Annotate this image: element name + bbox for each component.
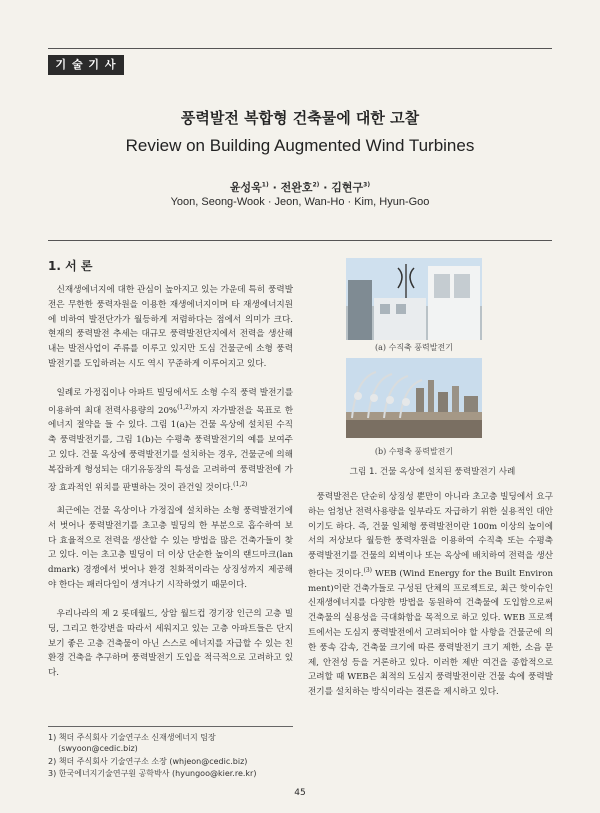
paragraph-text: 일례로 가정집이나 아파트 빌딩에서도 소형 수직 풍력 발전기를 이용하여 최대 전력사용량의 20% [48,388,293,416]
title-english: Review on Building Augmented Wind Turbines [125,136,475,155]
footnote: 1) 책더 주식회사 기술연구소 신재생에너지 팀장 [48,733,216,742]
author-mark: 1) [261,181,269,189]
author-mark: 3) [363,181,371,189]
paragraph: 최근에는 건물 옥상이나 가정집에 설치하는 소형 풍력발전기에서 벗어나 풍력발전기를 초고층 빌딩의 한 부분으로 흡수하여 보다 효율적으로 전력을 생산할 수 있는 방법을 많은 건축가들이 찾고 있다. 이는 초고층 빌딩이 더 이상 단순한 높이의 랜드마크(landmark) 경쟁에서 벗어나 환경 친화적이라는 상징성까지 제공해야 한다는 패러다임이 생겨나기 시작하였기 때문이다. [48,506,293,590]
photo-vertical-axis-turbine [346,258,482,340]
citation-mark: (1,2) [233,480,248,488]
author-name: 김현구 [331,181,364,194]
authors-korean [0,179,600,195]
title-korean: 풍력발전 복합형 건축물에 대한 고찰 [180,109,420,127]
footnote-rule [48,726,293,727]
author-name: 윤성욱 [229,181,262,194]
figure-caption: 그림 1. 건물 옥상에 설치된 풍력발전기 사례 [349,467,516,477]
footnote: (swyoon@cedic.biz) [48,744,138,753]
author-separator: · [323,181,328,194]
paragraph-text: 풍력발전은 단순히 상징성 뿐만이 아니라 초고층 빌딩에서 요구하는 엄청난 전력사용량을 일부라도 자급하기 위한 실용적인 대안이기도 하다. 즉, 건물 일체형 풍력발전이란 100m 이상의 높이에서의 저상보다 월등한 풍력자원을 이용하여 수직축 또는 수평축 풍력발전기를 건물의 외벽이나 또는 옥상에 배치하여 전력을 생산한다는 것이다. [308,492,553,579]
paragraph: 우리나라의 제 2 롯데월드, 상암 월드컵 경기장 인근의 고층 빌딩, 그리고 한강변을 따라서 세워지고 있는 고층 아파트들은 단지 보기 좋은 고층 건축물이 아닌 스스로 에너지를 자급할 수 있는 친환경 건축을 추구하며 풍력발전기 도입을 적극적으로 고려하고 있다. [48,609,293,679]
section-heading: 1. 서 론 [48,259,93,273]
page-number: 45 [294,788,306,798]
figure-a-caption: (a) 수직축 풍력발전기 [375,343,453,352]
top-rule [48,48,552,49]
authors-english: Yoon, Seong-Wook · Jeon, Wan-Ho · Kim, Hyun-Goo [170,196,430,208]
paragraph-text: 까지 자가발전을 목표로 한 에너지 절약을 들 수 있다. 그림 1(a)는 건물 옥상에 설치된 수직축 풍력발전기를, 그림 1(b)는 수평축 풍력발전기의 예를 보여주고 있다. 건물 옥상에 풍력발전기를 설치하는 경우, 건물군에 의해 복잡하게 형성되는 대기유동장의 특성을 고려하여 풍력발전에 가장 효과적인 위치를 판별하는 것이 관건일 것이다. [48,405,294,493]
paragraph [308,490,553,700]
paragraph: 신재생에너지에 대한 관심이 높아지고 있는 가운데 특히 풍력발전은 무한한 풍력자원을 이용한 재생에너지이며 타 재생에너지원에 비하여 발전단가가 월등하게 저렴하다는 점에서 의미가 크다. 현재의 풍력발전 추세는 대규모 풍력발전단지에서 전력을 생산해 내는 발전사업이 주류를 이루고 있지만 도심 건물군에 소형 풍력발전기를 도입하려는 시도 역시 꾸준하게 이루어지고 있다. [48,285,293,369]
header-divider [48,240,552,241]
footnote: 3) 한국에너지기술연구원 공학박사 (hyungoo@kier.re.kr) [48,769,257,778]
author-mark: 2) [312,181,320,189]
footnote: 2) 책더 주식회사 기술연구소 소장 (whjeon@cedic.biz) [48,757,248,766]
citation-mark: (3) [363,566,373,574]
paragraph-text: WEB (Wind Energy for the Built Environment)이란 건축가들로 구성된 단체의 프로젝트로, 최근 핫이슈인 신재생에너지를 다양한 방법을 동원하여 건축물에 도입함으로써 건축물의 실용성을 극대화함을 목적으로 하고 있다. WEB 프로젝트에서는 도심지 풍력발전에서 고려되어야 할 사항을 건물군에 의한 풍속 감속, 건축물 크기에 따른 풍력발전기 크기 제한, 소음 문제, 안전성 등을 거론하고 있다. 이러한 제반 여건을 종합적으로 고려할 때 WEB은 최적의 도심지 풍력발전이란 건물 속에 풍력발전기를 설치하는 방식이라는 결론을 제시하고 있다. [308,568,553,698]
citation-mark: (1,2) [177,403,192,411]
author-separator: · [272,181,277,194]
category-tag: 기 술 기 사 [48,55,124,75]
paragraph [48,386,293,495]
photo-horizontal-axis-turbine [346,358,482,438]
figure-b-caption: (b) 수평축 풍력발전기 [374,447,454,456]
author-name: 전완호 [280,181,313,194]
